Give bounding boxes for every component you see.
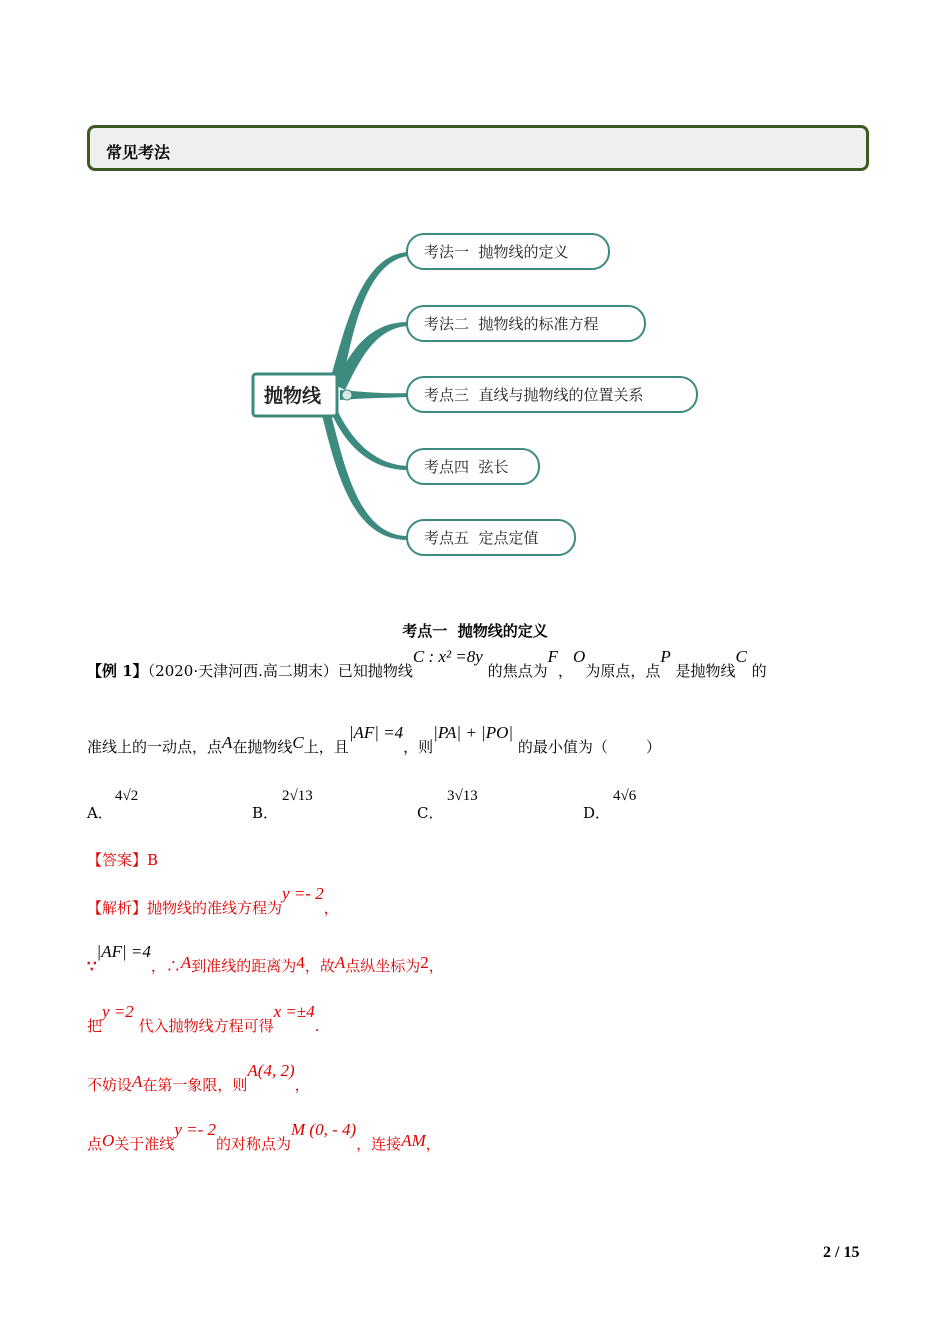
branch-node-2-label: 考法二 抛物线的标准方程 [424, 315, 599, 333]
math-2: 2 [420, 953, 429, 972]
analysis-text: ， [425, 1135, 441, 1153]
root-node-label: 抛物线 [264, 385, 322, 407]
option-label-d: D． [583, 804, 611, 822]
answer-value: B [147, 851, 159, 869]
example-text: 为原点，点 [585, 662, 661, 680]
analysis-text: 的对称点为 [216, 1135, 292, 1153]
example-line-2 [87, 723, 661, 757]
example-text: 是抛物线 [675, 662, 736, 680]
section-title: 考点一 抛物线的定义 [402, 622, 548, 640]
math-directrix: y =- 2 [174, 1120, 216, 1139]
branch-node-5-label: 考点五 定点定值 [424, 529, 539, 547]
math-A: A [222, 733, 233, 752]
math-A: A [132, 1072, 143, 1091]
analysis-text: 到准线的距离为 [191, 957, 297, 975]
analysis-line-4 [87, 1061, 310, 1095]
analysis-line-2 [87, 942, 444, 976]
branch-connector-1 [330, 252, 408, 385]
analysis-line-1 [87, 884, 339, 918]
analysis-line-5 [87, 1120, 441, 1154]
branch-node-3-label: 考点三 直线与抛物线的位置关系 [424, 386, 644, 404]
example-text: 的最小值为（ ） [517, 738, 661, 756]
analysis-text: ，故 [304, 957, 335, 975]
option-value-d: 4√6 [613, 788, 637, 804]
answer-options [87, 788, 887, 822]
analysis-text: 点纵坐标为 [345, 957, 421, 975]
math-C: C [735, 647, 747, 666]
root-junction-icon [342, 390, 352, 400]
math-O: O [102, 1131, 115, 1150]
math-y2: y =2 [102, 1002, 134, 1021]
option-label-a: A． [87, 804, 113, 822]
analysis-line-3 [87, 1002, 320, 1036]
math-F: F [547, 647, 559, 666]
option-value-a: 4√2 [115, 788, 139, 804]
example-line-1 [87, 647, 767, 681]
analysis-text: 抛物线的准线方程为 [147, 899, 283, 917]
analysis-text: 把 [87, 1017, 103, 1035]
example-source: （2020·天津河西.高二期末） [147, 662, 338, 680]
example-text: ，则 [403, 738, 434, 756]
analysis-text: 代入抛物线方程可得 [138, 1017, 274, 1035]
option-label-c: C． [417, 804, 444, 822]
example-text: ， [558, 662, 574, 680]
mind-map [0, 0, 950, 600]
math-P: P [660, 647, 671, 666]
answer-line [87, 849, 158, 870]
example-text: 已知抛物线 [337, 662, 413, 680]
analysis-text: ，∴ [150, 957, 181, 975]
analysis-text: 关于准线 [114, 1135, 175, 1153]
math-pa-po: |PA| + |PO| [433, 723, 514, 742]
analysis-text: ，连接 [356, 1135, 402, 1153]
math-A: A [180, 953, 192, 972]
math-M-point: M (0, - 4) [291, 1120, 357, 1139]
option-value-b: 2√13 [282, 788, 313, 804]
math-directrix: y =- 2 [282, 884, 324, 903]
example-text: 的焦点为 [487, 662, 548, 680]
math-af: |AF| =4 [96, 942, 151, 961]
math-af: |AF| =4 [348, 723, 404, 742]
option-value-c: 3√13 [447, 788, 478, 804]
example-text: 准线上的一动点，点 [87, 738, 223, 756]
analysis-label: 【解析】 [87, 899, 148, 917]
example-text: 在抛物线 [232, 738, 293, 756]
page-number: 2 / 15 [823, 1244, 860, 1261]
analysis-text: ， [323, 899, 339, 917]
because-symbol: ∵ [87, 957, 97, 975]
math-O: O [573, 647, 586, 666]
answer-label: 【答案】 [87, 851, 148, 869]
math-A-point: A(4, 2) [247, 1061, 295, 1080]
analysis-text: 点 [87, 1135, 103, 1153]
branch-connector-5 [322, 410, 408, 540]
example-text: 上，且 [303, 738, 349, 756]
branch-node-4-label: 考点四 弦长 [424, 458, 509, 476]
math-4: 4 [296, 953, 305, 972]
branch-node-1-label: 考法一 抛物线的定义 [424, 243, 569, 261]
analysis-text: ， [428, 957, 444, 975]
analysis-text: 不妨设 [87, 1076, 133, 1094]
analysis-text: ， [294, 1076, 310, 1094]
section-header-title: 常见考法 [106, 143, 171, 162]
math-A: A [334, 953, 346, 972]
math-C: C [292, 733, 304, 752]
analysis-text: 在第一象限，则 [142, 1076, 248, 1094]
curve-equation: C : x² =8y [412, 647, 483, 666]
option-label-b: B． [252, 804, 279, 822]
analysis-text: . [314, 1017, 320, 1035]
example-label: 【例 1】 [87, 662, 148, 680]
example-text: 的 [751, 662, 767, 680]
math-AM: AM [401, 1131, 426, 1150]
math-x4: x =±4 [273, 1002, 315, 1021]
